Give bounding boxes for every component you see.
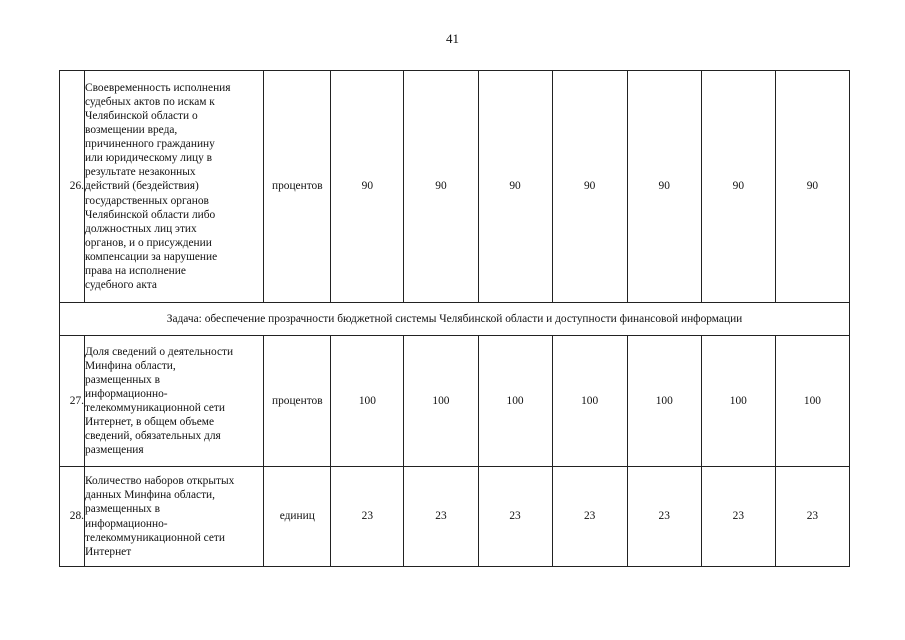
value-cell: 100 bbox=[552, 336, 627, 467]
value-cell: 23 bbox=[627, 467, 701, 567]
task-heading: Задача: обеспечение прозрачности бюджетной системы Челябинской области и доступности финансовой информации bbox=[60, 303, 850, 336]
indicator-description: Доля сведений о деятельности Минфина области, размещенных в информационно- телекоммуникационной сети Интернет, в общем объеме сведений, обязательных для размещения bbox=[85, 336, 264, 467]
value-cell: 23 bbox=[478, 467, 552, 567]
task-row bbox=[60, 303, 850, 336]
value-cell: 23 bbox=[331, 467, 404, 567]
value-cell: 90 bbox=[627, 71, 701, 303]
value-cell: 23 bbox=[552, 467, 627, 567]
value-cell: 90 bbox=[701, 71, 775, 303]
row-number: 27. bbox=[60, 336, 85, 467]
value-cell: 100 bbox=[627, 336, 701, 467]
table-row bbox=[60, 71, 850, 303]
row-number: 28. bbox=[60, 467, 85, 567]
value-cell: 100 bbox=[478, 336, 552, 467]
value-cell: 100 bbox=[331, 336, 404, 467]
indicator-description: Своевременность исполнения судебных актов по искам к Челябинской области о возмещении вреда, причиненного гражданину или юридическому лицу в результате незаконных действий (бездействия) государственных органов Челябинской области либо должностных лиц этих органов, и о присуждении компенсации за нарушение права на исполнение судебного акта bbox=[85, 71, 264, 303]
indicators-table bbox=[59, 70, 850, 567]
value-cell: 90 bbox=[552, 71, 627, 303]
value-cell: 23 bbox=[404, 467, 478, 567]
unit-cell: единиц bbox=[264, 467, 331, 567]
indicator-description: Количество наборов открытых данных Минфина области, размещенных в информационно- телекоммуникационной сети Интернет bbox=[85, 467, 264, 567]
value-cell: 100 bbox=[775, 336, 849, 467]
value-cell: 90 bbox=[478, 71, 552, 303]
value-cell: 23 bbox=[775, 467, 849, 567]
unit-cell: процентов bbox=[264, 336, 331, 467]
unit-cell: процентов bbox=[264, 71, 331, 303]
page-number: 41 bbox=[446, 31, 459, 46]
value-cell: 90 bbox=[775, 71, 849, 303]
value-cell: 100 bbox=[404, 336, 478, 467]
value-cell: 90 bbox=[331, 71, 404, 303]
value-cell: 90 bbox=[404, 71, 478, 303]
value-cell: 100 bbox=[701, 336, 775, 467]
value-cell: 23 bbox=[701, 467, 775, 567]
table-row bbox=[60, 336, 850, 467]
table-row bbox=[60, 467, 850, 567]
row-number: 26. bbox=[60, 71, 85, 303]
